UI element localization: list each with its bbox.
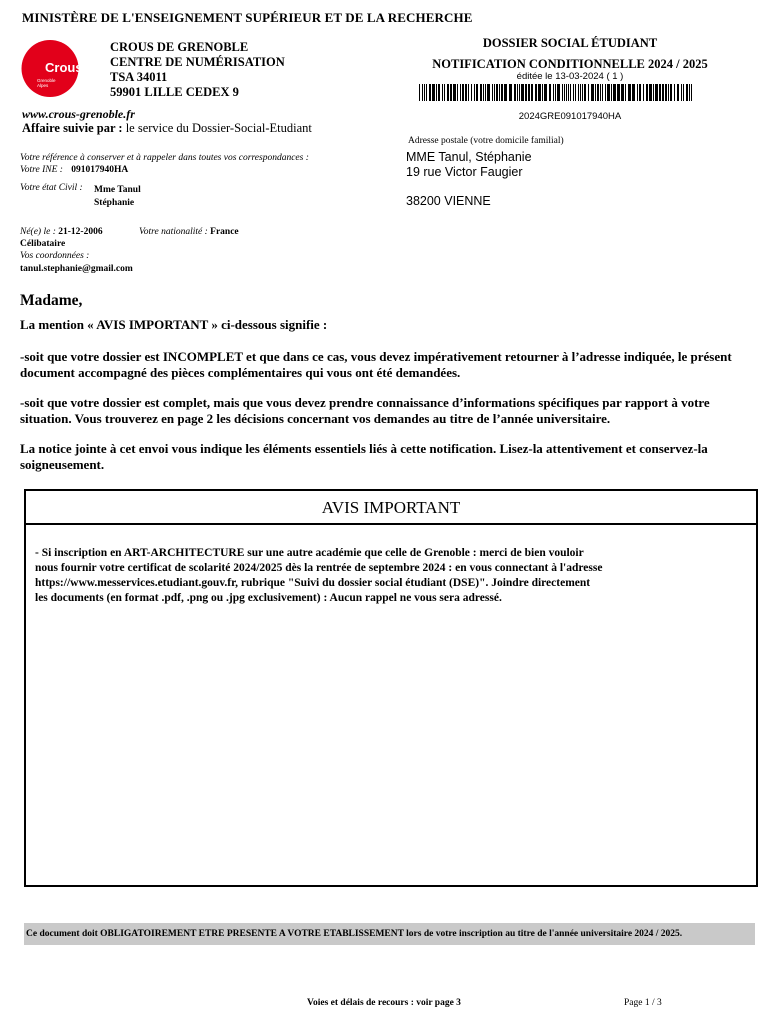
barcode-bar bbox=[542, 84, 543, 101]
barcode-bar bbox=[531, 84, 533, 101]
postal-address-label: Adresse postale (votre domicile familial) bbox=[408, 136, 564, 146]
barcode-bar bbox=[611, 84, 612, 101]
barcode-bar bbox=[573, 84, 574, 101]
barcode-bar bbox=[422, 84, 423, 101]
salutation: Madame, bbox=[20, 292, 83, 309]
barcode-bar bbox=[553, 84, 554, 101]
barcode-bar bbox=[628, 84, 631, 101]
ine-value: 091017940HA bbox=[71, 165, 129, 175]
barcode-bar bbox=[436, 84, 437, 101]
sender-line: CENTRE DE NUMÉRISATION bbox=[110, 55, 285, 69]
sender-address bbox=[110, 40, 285, 100]
birth-date-row bbox=[20, 227, 103, 237]
edition-date: éditée le 13-03-2024 ( 1 ) bbox=[516, 71, 624, 82]
barcode-bar bbox=[689, 84, 690, 101]
barcode-bar bbox=[575, 84, 576, 101]
barcode-bar bbox=[653, 84, 654, 101]
sender-line: TSA 34011 bbox=[110, 70, 168, 84]
barcode-bar bbox=[450, 84, 452, 101]
barcode bbox=[419, 84, 694, 101]
avis-line: les documents (en format .pdf, .png ou .jpg exclusivement) : Aucun rappel ne vous sera adressé. bbox=[35, 592, 502, 604]
barcode-bar bbox=[662, 84, 664, 101]
barcode-bar bbox=[686, 84, 688, 101]
letter-paragraph: -soit que votre dossier est INCOMPLET et que dans ce cas, vous devez impérativement retourner à l’adresse indiquée, le présent document accompagné des pièces complémentaires qui vous ont été demandées. bbox=[20, 349, 732, 380]
barcode-bar bbox=[584, 84, 586, 101]
avis-line: nous fournir votre certificat de scolarité 2024/2025 dès la rentrée de septembre 2024 : en vous connectant à l'adresse bbox=[35, 562, 603, 574]
postal-address bbox=[406, 150, 532, 180]
barcode-bar bbox=[677, 84, 679, 101]
address-line: 19 rue Victor Faugier bbox=[406, 165, 523, 179]
barcode-bar bbox=[674, 84, 675, 101]
barcode-bar bbox=[566, 84, 567, 101]
avis-line: https://www.messervices.etudiant.gouv.fr, rubrique "Suivi du dossier social étudiant (DSE)". Joindre directement bbox=[35, 577, 591, 589]
barcode-bar bbox=[521, 84, 524, 101]
barcode-bar bbox=[480, 84, 482, 101]
avis-important-box bbox=[24, 489, 758, 887]
letter-body bbox=[20, 317, 756, 487]
address-line: MME Tanul, Stéphanie bbox=[406, 150, 532, 164]
barcode-bar bbox=[501, 84, 503, 101]
marital-status: Célibataire bbox=[20, 239, 66, 249]
birth-label: Né(e) le : bbox=[20, 227, 56, 237]
logo-sub2: Alpes bbox=[37, 83, 49, 88]
barcode-bar bbox=[555, 84, 556, 101]
barcode-bar bbox=[517, 84, 518, 101]
barcode-bar bbox=[519, 84, 520, 101]
notification-title: NOTIFICATION CONDITIONNELLE 2024 / 2025 bbox=[432, 57, 708, 71]
barcode-bar bbox=[665, 84, 667, 101]
barcode-bar bbox=[457, 84, 458, 101]
footer-recours: Voies et délais de recours : voir page 3 bbox=[307, 998, 461, 1008]
barcode-bar bbox=[655, 84, 658, 101]
barcode-bar bbox=[471, 84, 472, 101]
barcode-bar bbox=[639, 84, 641, 101]
barcode-bar bbox=[549, 84, 551, 101]
reference-note: Votre référence à conserver et à rappeler dans toutes vos correspondances : bbox=[20, 153, 309, 163]
barcode-bar bbox=[605, 84, 606, 101]
barcode-bar bbox=[528, 84, 530, 101]
barcode-bar bbox=[570, 84, 571, 101]
letter-paragraph: La notice jointe à cet envoi vous indique les éléments essentiels liés à cette notification. Lisez-la attentivement et conservez-la soigneusement. bbox=[20, 441, 708, 472]
barcode-bar bbox=[681, 84, 682, 101]
student-email: tanul.stephanie@gmail.com bbox=[20, 264, 133, 274]
barcode-bar bbox=[607, 84, 610, 101]
website-link[interactable]: www.crous-grenoble.fr bbox=[22, 107, 135, 121]
barcode-bar bbox=[632, 84, 635, 101]
barcode-bar bbox=[460, 84, 461, 101]
barcode-bar bbox=[514, 84, 516, 101]
barcode-number: 2024GRE091017940HA bbox=[518, 111, 622, 122]
barcode-bar bbox=[670, 84, 672, 101]
barcode-bar bbox=[525, 84, 527, 101]
barcode-bar bbox=[625, 84, 626, 101]
logo-brand: Crous bbox=[45, 60, 83, 75]
ine-label: Votre INE : bbox=[20, 165, 63, 175]
barcode-bar bbox=[494, 84, 495, 101]
barcode-bar bbox=[468, 84, 469, 101]
etat-civil-label: Votre état Civil : bbox=[20, 183, 83, 193]
barcode-bar bbox=[568, 84, 569, 101]
affaire-label: Affaire suivie par : bbox=[22, 121, 123, 135]
barcode-bar bbox=[613, 84, 616, 101]
barcode-bar bbox=[602, 84, 603, 101]
barcode-bar bbox=[492, 84, 493, 101]
barcode-bar bbox=[600, 84, 601, 101]
barcode-bar bbox=[562, 84, 563, 101]
avis-line: - Si inscription en ART-ARCHITECTURE sur une autre académie que celle de Grenoble : merci de bien vouloir bbox=[35, 547, 584, 559]
barcode-bar bbox=[432, 84, 435, 101]
crous-logo bbox=[19, 40, 83, 97]
barcode-bar bbox=[646, 84, 648, 101]
avis-important-text bbox=[35, 546, 735, 606]
barcode-bar bbox=[426, 84, 427, 101]
barcode-bar bbox=[447, 84, 449, 101]
dossier-title: DOSSIER SOCIAL ÉTUDIANT bbox=[482, 36, 658, 50]
barcode-bar bbox=[424, 84, 425, 101]
page-number: Page 1 / 3 bbox=[624, 998, 662, 1008]
nationality-value: France bbox=[210, 227, 239, 237]
barcode-bar bbox=[580, 84, 581, 101]
ine-row bbox=[20, 165, 128, 175]
barcode-bar bbox=[544, 84, 547, 101]
barcode-bar bbox=[683, 84, 684, 101]
barcode-bar bbox=[668, 84, 669, 101]
letter-paragraph: La mention « AVIS IMPORTANT » ci-dessous signifie : bbox=[20, 317, 328, 332]
barcode-bar bbox=[476, 84, 478, 101]
barcode-bar bbox=[659, 84, 661, 101]
barcode-bar bbox=[485, 84, 486, 101]
logo-sub1: Grenoble bbox=[37, 78, 56, 83]
nationality-row bbox=[139, 227, 239, 237]
barcode-bar bbox=[483, 84, 484, 101]
barcode-bar bbox=[438, 84, 440, 101]
barcode-bar bbox=[419, 84, 420, 101]
avis-important-title: AVIS IMPORTANT bbox=[26, 491, 756, 525]
barcode-bar bbox=[597, 84, 599, 101]
barcode-bar bbox=[538, 84, 541, 101]
etat-civil-name bbox=[94, 184, 141, 210]
ministry-header: MINISTÈRE DE L'ENSEIGNEMENT SUPÉRIEUR ET DE LA RECHERCHE bbox=[22, 10, 473, 25]
name-line: Mme Tanul bbox=[94, 185, 141, 195]
barcode-bar bbox=[564, 84, 565, 101]
barcode-bar bbox=[578, 84, 579, 101]
barcode-bar bbox=[509, 84, 512, 101]
sender-line: 59901 LILLE CEDEX 9 bbox=[110, 85, 239, 99]
barcode-bar bbox=[595, 84, 596, 101]
coordinates-label: Vos coordonnées : bbox=[20, 251, 90, 261]
barcode-bar bbox=[535, 84, 537, 101]
barcode-bar bbox=[637, 84, 638, 101]
barcode-bar bbox=[462, 84, 464, 101]
obligation-notice: Ce document doit OBLIGATOIREMENT ETRE PRESENTE A VOTRE ETABLISSEMENT lors de votre inscription au titre de l'année universitaire 2024 / 2025. bbox=[24, 923, 755, 945]
barcode-bar bbox=[621, 84, 624, 101]
birth-value: 21-12-2006 bbox=[58, 227, 103, 237]
barcode-bar bbox=[504, 84, 507, 101]
barcode-bar bbox=[691, 84, 692, 101]
barcode-bar bbox=[453, 84, 456, 101]
barcode-bar bbox=[643, 84, 644, 101]
nationality-label: Votre nationalité : bbox=[139, 227, 208, 237]
barcode-bar bbox=[496, 84, 498, 101]
barcode-bar bbox=[588, 84, 589, 101]
barcode-bar bbox=[465, 84, 467, 101]
affaire-suivie bbox=[22, 121, 312, 136]
barcode-bar bbox=[557, 84, 560, 101]
barcode-bar bbox=[429, 84, 431, 101]
sender-line: CROUS DE GRENOBLE bbox=[110, 40, 249, 54]
address-city: 38200 VIENNE bbox=[406, 194, 491, 208]
barcode-bar bbox=[649, 84, 652, 101]
barcode-bar bbox=[582, 84, 583, 101]
name-line: Stéphanie bbox=[94, 198, 135, 208]
affaire-value: le service du Dossier-Social-Etudiant bbox=[125, 121, 312, 135]
barcode-bar bbox=[499, 84, 500, 101]
letter-paragraph: -soit que votre dossier est complet, mais que vous devez prendre connaissance d’informations spécifiques par rapport à votre situation. Vous trouverez en page 2 les décisions concernant vos demandes au titre de l’année universitaire. bbox=[20, 395, 710, 426]
barcode-bar bbox=[487, 84, 490, 101]
barcode-bar bbox=[591, 84, 594, 101]
barcode-bar bbox=[442, 84, 443, 101]
barcode-bar bbox=[444, 84, 445, 101]
barcode-bar bbox=[617, 84, 620, 101]
barcode-bar bbox=[474, 84, 475, 101]
